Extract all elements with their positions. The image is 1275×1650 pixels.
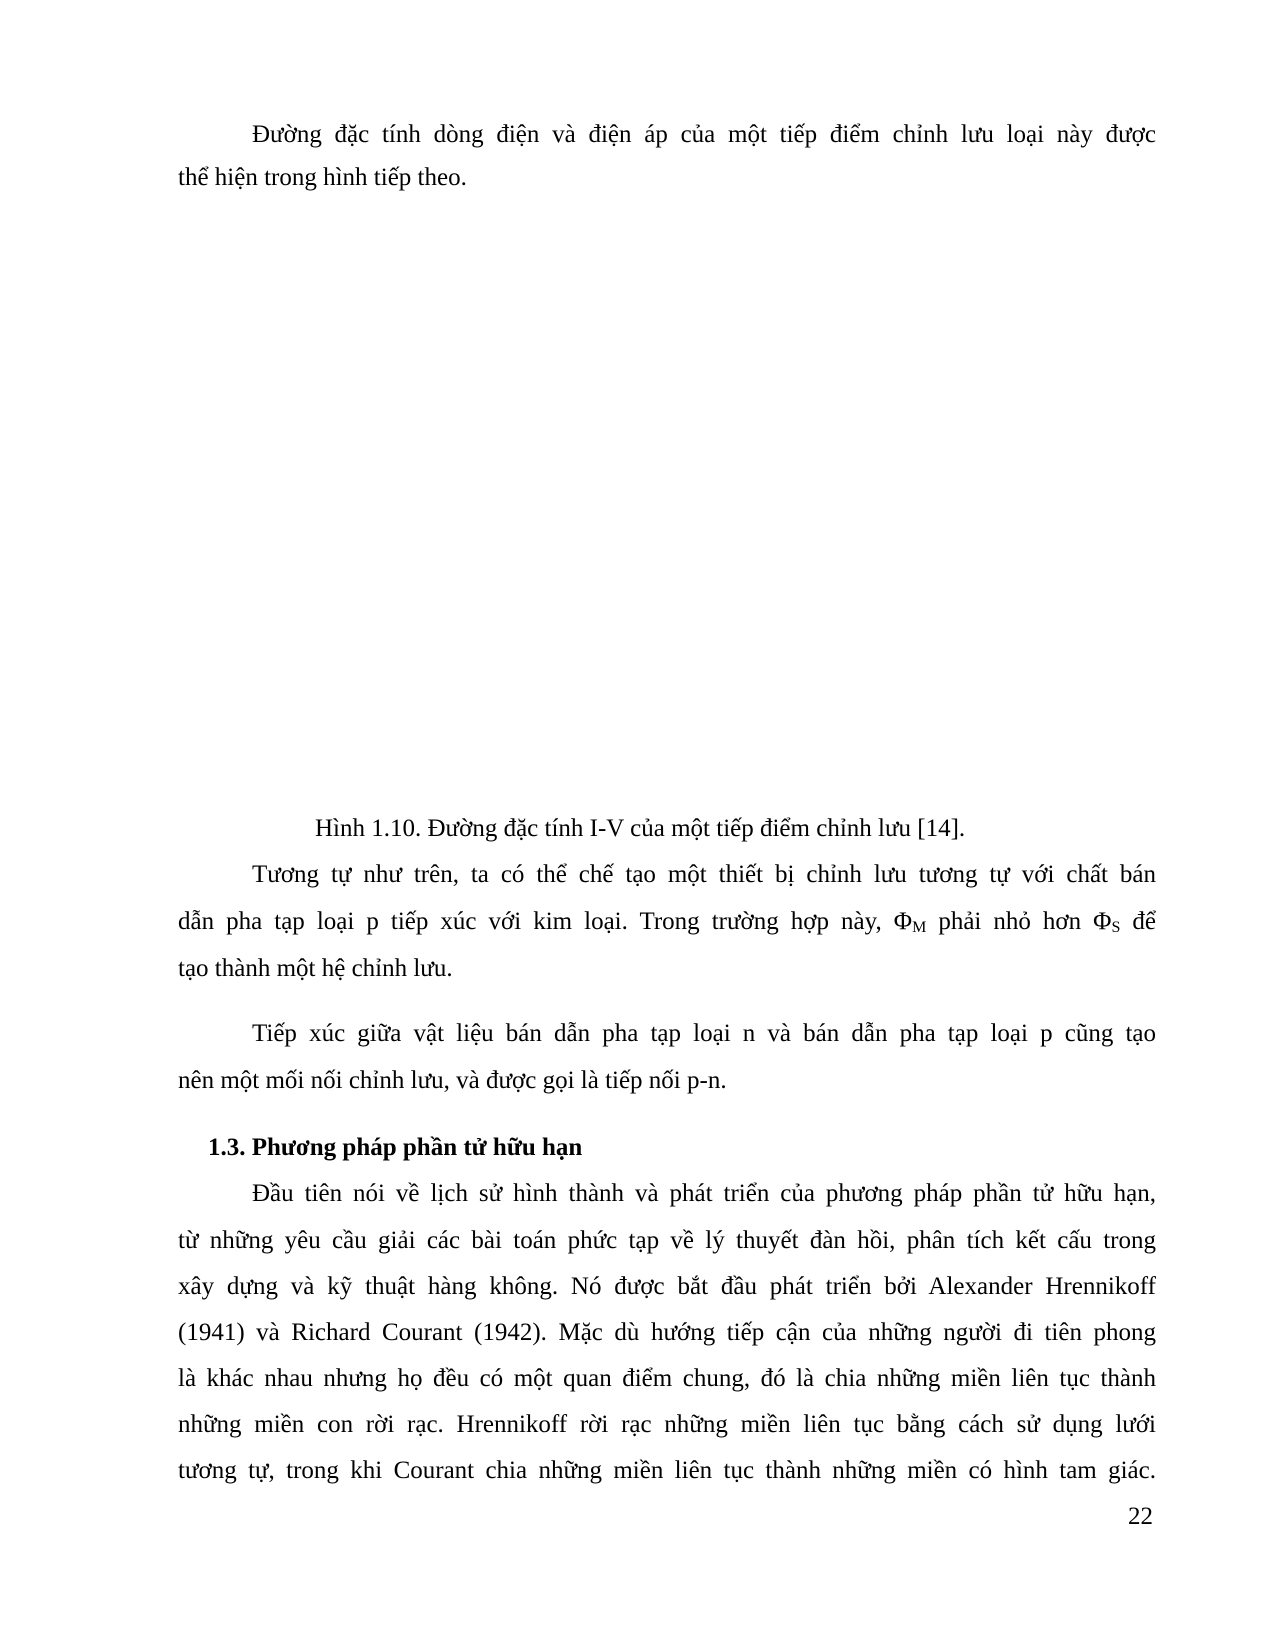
subscript-s: S — [1111, 919, 1121, 936]
paragraph-1-line-1: Đường đặc tính dòng điện và điện áp của một tiếp điểm chỉnh lưu loại này được — [252, 121, 1156, 148]
paragraph-4-line-7: tương tự, trong khi Courant chia những miền liên tục thành những miền có hình tam giác. — [178, 1457, 1156, 1484]
paragraph-3-line-2: nên một mối nối chỉnh lưu, và được gọi là tiếp nối p-n. — [178, 1067, 727, 1094]
paragraph-2-line-2 — [178, 907, 1156, 937]
paragraph-3-line-1: Tiếp xúc giữa vật liệu bán dẫn pha tạp loại n và bán dẫn pha tạp loại p cũng tạo — [252, 1020, 1156, 1047]
figure-caption: Hình 1.10. Đường đặc tính I-V của một tiếp điểm chỉnh lưu [14]. — [315, 815, 966, 842]
page-number: 22 — [1128, 1503, 1153, 1530]
paragraph-4-line-4: (1941) và Richard Courant (1942). Mặc dù hướng tiếp cận của những người đi tiên phong — [178, 1319, 1156, 1346]
subscript-m: M — [912, 919, 927, 936]
text-segment: phải nhỏ hơn Φ — [926, 908, 1112, 935]
paragraph-2-line-1: Tương tự như trên, ta có thể chế tạo một thiết bị chỉnh lưu tương tự với chất bán — [252, 861, 1156, 888]
text-segment: dẫn pha tạp loại p tiếp xúc với kim loại. Trong trường hợp này, Φ — [178, 908, 913, 935]
paragraph-4-line-6: những miền con rời rạc. Hrennikoff rời rạc những miền liên tục bằng cách sử dụng lưới — [178, 1411, 1156, 1438]
paragraph-1-line-2: thể hiện trong hình tiếp theo. — [178, 164, 467, 191]
paragraph-4-line-2: từ những yêu cầu giải các bài toán phức tạp về lý thuyết đàn hồi, phân tích kết cấu trong — [178, 1227, 1156, 1254]
paragraph-4-line-1: Đầu tiên nói về lịch sử hình thành và phát triển của phương pháp phần tử hữu hạn, — [252, 1180, 1156, 1207]
figure-placeholder — [178, 210, 1156, 800]
paragraph-4-line-5: là khác nhau nhưng họ đều có một quan điểm chung, đó là chia những miền liên tục thành — [178, 1365, 1156, 1392]
text-segment: để — [1120, 908, 1157, 935]
paragraph-2-line-3: tạo thành một hệ chỉnh lưu. — [178, 955, 453, 982]
paragraph-4-line-3: xây dựng và kỹ thuật hàng không. Nó được bắt đầu phát triển bởi Alexander Hrennikoff — [178, 1273, 1156, 1300]
section-heading: 1.3. Phương pháp phần tử hữu hạn — [208, 1134, 583, 1161]
